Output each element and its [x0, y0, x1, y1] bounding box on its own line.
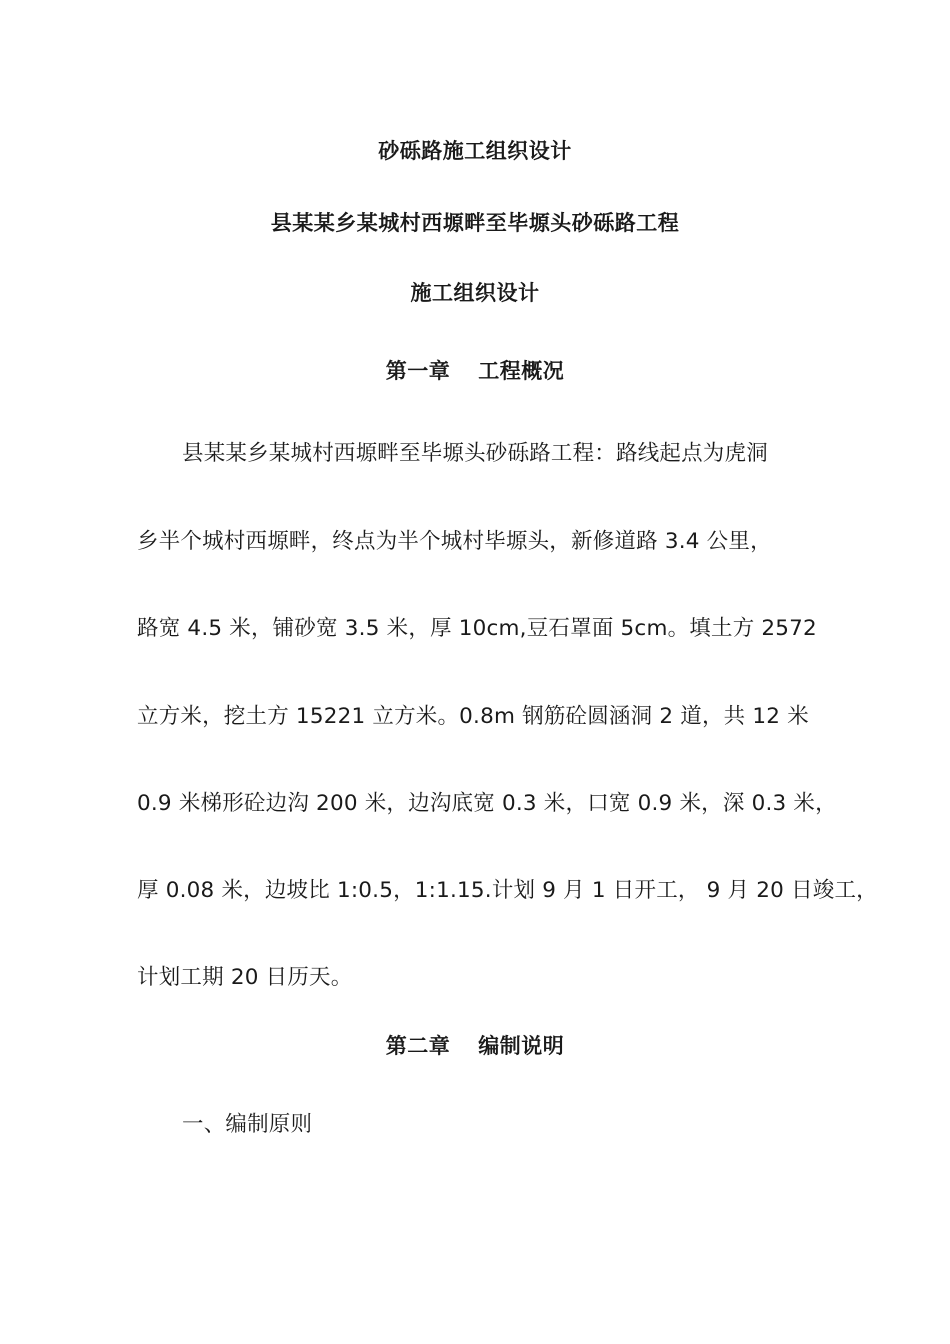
paragraph-line: 县某某乡某城村西塬畔至毕塬头砂砾路工程：路线起点为虎洞	[182, 441, 768, 466]
paragraph-line: 计划工期 20 日历天。	[137, 965, 353, 990]
document-title: 砂砾路施工组织设计	[378, 139, 572, 163]
paragraph-line: 0.9 米梯形砼边沟 200 米，边沟底宽 0.3 米，口宽 0.9 米，深 0.3 米，	[137, 791, 837, 816]
chapter-1-name: 工程概况	[478, 359, 565, 383]
paragraph-line: 路宽 4.5 米，铺砂宽 3.5 米，厚 10cm,豆石罩面 5cm。填土方 2572	[137, 616, 817, 641]
section-heading: 一、编制原则	[182, 1112, 313, 1137]
project-title: 县某某乡某城村西塬畔至毕塬头砂砾路工程	[270, 211, 680, 235]
document-subtitle: 施工组织设计	[410, 281, 540, 305]
paragraph-line: 厚 0.08 米，边坡比 1:0.5，1:1.15.计划 9 月 1 日开工， 9 月 20 日竣工，	[137, 878, 878, 903]
chapter-1-heading	[0, 356, 950, 386]
paragraph-line: 立方米，挖土方 15221 立方米。0.8m 钢筋砼圆涵洞 2 道，共 12 米	[137, 704, 809, 729]
chapter-1-number: 第一章	[385, 359, 451, 383]
chapter-2-heading	[0, 1031, 950, 1061]
chapter-2-number: 第二章	[385, 1034, 451, 1058]
chapter-2-name: 编制说明	[478, 1034, 565, 1058]
paragraph-line: 乡半个城村西塬畔，终点为半个城村毕塬头，新修道路 3.4 公里，	[137, 529, 772, 554]
